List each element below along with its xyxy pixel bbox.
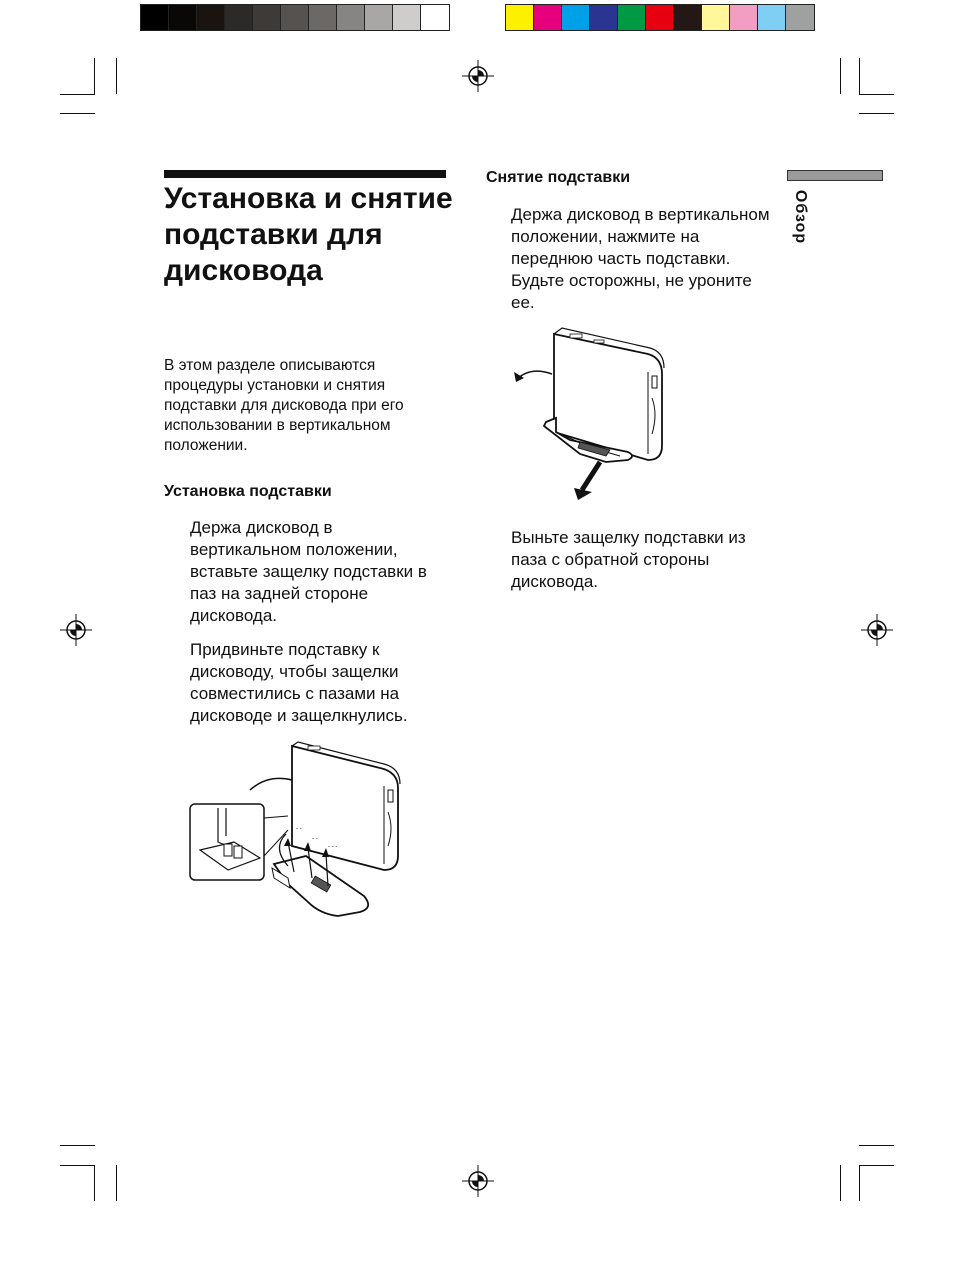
crop-mark [60, 1145, 95, 1146]
intro-paragraph: В этом разделе описываются процедуры установки и снятия подставки для дисковода при его использовании в вертикальном положении. [164, 357, 404, 454]
color-swatch [393, 5, 421, 30]
registration-mark-icon [60, 614, 92, 646]
crop-mark [859, 1145, 894, 1146]
crop-mark [94, 1165, 95, 1201]
crop-mark [60, 113, 95, 114]
install-stand-illustration [188, 738, 408, 920]
color-swatch [534, 5, 562, 30]
section-tab-bar [787, 170, 883, 181]
install-step-2: Придвиньте подставку к дисководу, чтобы защелки совместились с пазами на дисководе и защелкнулись. [190, 640, 408, 725]
install-heading: Установка подставки [164, 483, 332, 500]
page-title: Установка и снятие подставки для дисковода [164, 182, 453, 287]
color-swatch [674, 5, 702, 30]
svg-text:- -: - - [312, 836, 318, 842]
color-swatch [281, 5, 309, 30]
crop-mark [859, 94, 894, 95]
color-swatch [225, 5, 253, 30]
color-swatch [337, 5, 365, 30]
crop-mark [859, 1165, 860, 1201]
crop-mark [116, 1165, 117, 1201]
color-swatch [562, 5, 590, 30]
crop-mark [840, 58, 841, 94]
color-swatch [253, 5, 281, 30]
color-swatch [618, 5, 646, 30]
install-step-1: Держа дисковод в вертикальном положении, вставьте защелку подставки в паз на задней стороне дисковода. [190, 518, 427, 625]
remove-heading: Снятие подставки [486, 169, 631, 186]
color-calibration-bar [505, 4, 815, 31]
color-swatch [730, 5, 758, 30]
crop-mark [840, 1165, 841, 1201]
remove-step-1: Держа дисковод в вертикальном положении, нажмите на переднюю часть подставки. Будьте осторожны, не уроните ее. [511, 205, 770, 312]
color-swatch [365, 5, 393, 30]
color-swatch [197, 5, 225, 30]
color-swatch [590, 5, 618, 30]
color-swatch [309, 5, 337, 30]
gray-calibration-bar [140, 4, 450, 31]
registration-mark-icon [462, 1165, 494, 1197]
crop-mark [60, 94, 95, 95]
crop-mark [859, 58, 860, 94]
color-swatch [169, 5, 197, 30]
crop-mark [116, 58, 117, 94]
crop-mark [94, 58, 95, 94]
remove-stand-illustration [510, 322, 670, 502]
color-swatch [646, 5, 674, 30]
color-swatch [702, 5, 730, 30]
color-swatch [421, 5, 449, 30]
color-swatch [506, 5, 534, 30]
color-swatch [786, 5, 814, 30]
crop-mark [859, 1165, 894, 1166]
svg-text:- -: - - [296, 826, 302, 832]
section-tab-label: Обзор [792, 189, 809, 245]
remove-step-2: Выньте защелку подставки из паза с обратной стороны дисковода. [511, 528, 746, 591]
crop-mark [859, 113, 894, 114]
registration-mark-icon [462, 60, 494, 92]
color-swatch [758, 5, 786, 30]
color-swatch [141, 5, 169, 30]
registration-mark-icon [861, 614, 893, 646]
title-rule [164, 170, 446, 178]
crop-mark [60, 1165, 95, 1166]
svg-text:- - -: - - - [328, 844, 338, 850]
